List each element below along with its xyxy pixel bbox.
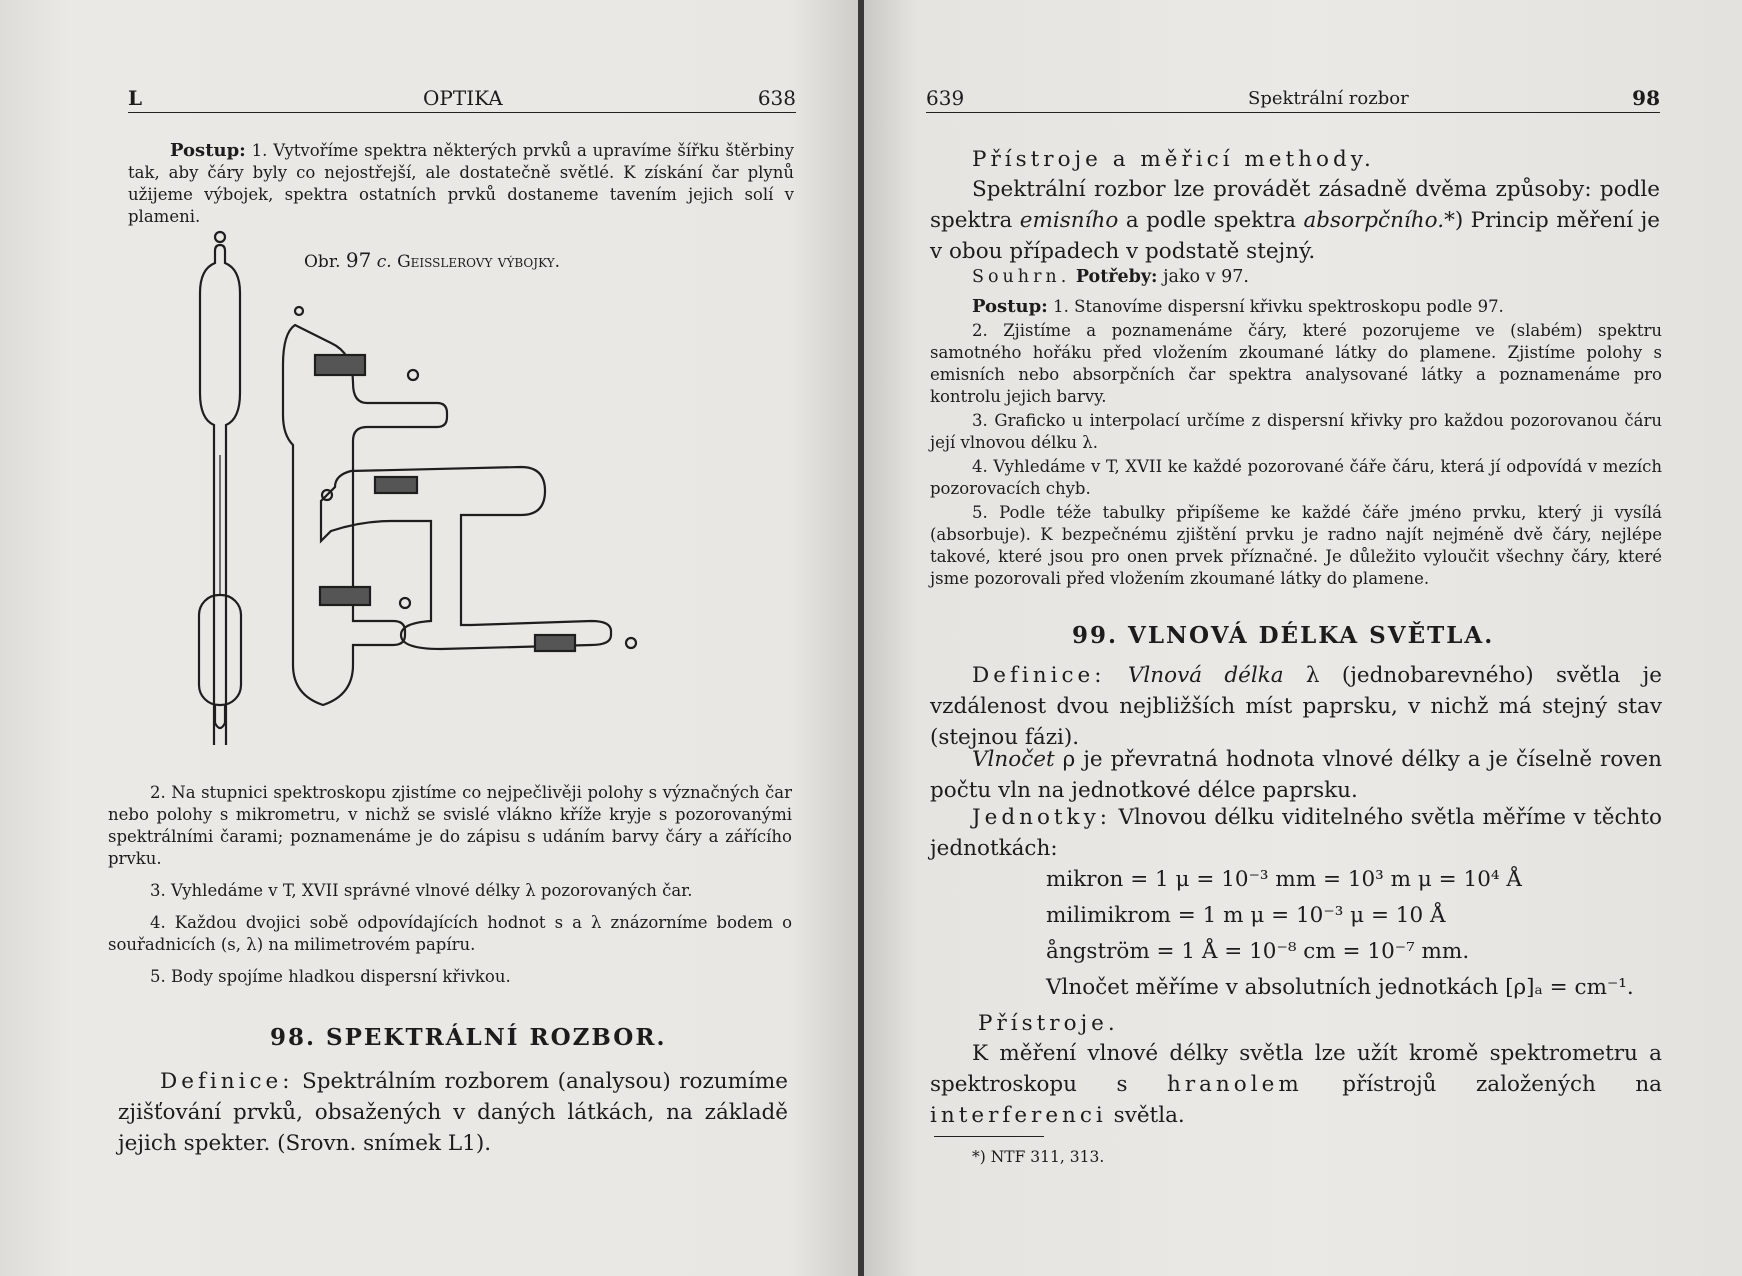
para1-b: a podle spektra [1125,208,1296,233]
definition-98 [118,1066,788,1159]
jednotky-label: Jednotky: [972,805,1111,830]
definition-label: Definice: [160,1069,294,1094]
potreby-text: jako v 97. [1163,267,1249,287]
left-step-3: 3. Vyhledáme v T, XVII správné vlnové délky λ pozorovaných čar. [150,881,693,900]
caption-letter: c. [376,252,392,272]
header-section-number: 98 [1632,86,1660,110]
right-step-1: 1. Stanovíme dispersní křivku spektroskopu podle 97. [1053,297,1504,316]
instruments-heading-text: Přístroje a měřicí methody. [972,147,1375,172]
left-step-2: 2. Na stupnici spektroskopu zjistíme co nejpečlivěji polohy s význačných čar nebo polohy s mikrometru, v nichž se svislé vlákno kříže kryje s pozorovanými spektrálními čarami; poznamenáme je do zápisu s udáním barvy čáry a zářícího prvku. [108,783,792,868]
para1-a: Spektrální rozbor lze provádět zásadně dvěma způsoby: podle spektra [930,177,1660,233]
header-page-number: 638 [757,86,796,110]
pristroje-b: přístrojů založených na [1342,1072,1662,1097]
right-step-5: 5. Podle téže tabulky připíšeme ke každé čáře jméno prvku, který ji vysílá (absorbuje). K bezpečnému zjištění prvku je radno najít nejméně dvě čáry, nejlépe takové, které jsou pro onen prvek příznačné. Je důležito vyloučit všechny čáry, které jsme pozorovali před vložením zkoumané látky do plamene. [930,503,1662,588]
section-98-title: 98. SPEKTRÁLNÍ ROZBOR. [270,1024,667,1051]
pristroje-a: K měření vlnové délky světla lze užít kromě spektrometru a spektroskopu s [930,1041,1662,1097]
methods-paragraph [930,174,1660,267]
right-step-3: 3. Graficko u interpolací určíme z dispersní křivky pro každou pozorovanou čáru její vlnovou délku λ. [930,411,1662,452]
vlnocet-text: ρ je převratná hodnota vlnové délky a je číselně roven počtu vln na jednotkové délce paprsku. [930,747,1662,803]
left-page [0,0,858,1276]
formula-mikron: mikron = 1 μ = 10⁻³ mm = 10³ m μ = 10⁴ Å [1046,867,1522,892]
definice-text: λ (jednobarevného) světla je vzdálenost dvou nejbližších míst paprsku, v nichž má stejný stav (stejnou fázi). [930,663,1662,750]
postup-paragraph [128,140,794,228]
header-page-number: 639 [926,86,965,110]
postup-label: Postup: [170,140,246,161]
pristroje-paragraph [930,1038,1662,1131]
souhrn-label: Souhrn. [972,267,1071,287]
right-postup-1 [972,296,1662,318]
header-title: OPTIKA [423,86,503,110]
jednotky-text: Vlnovou délku viditelného světla měříme v těchto jednotkách: [930,805,1662,861]
caption-prefix: Obr. [304,252,341,272]
formula-angstrom: ångström = 1 Å = 10⁻⁸ cm = 10⁻⁷ mm. [1046,939,1470,964]
caption-title: Geisslerovy výbojky. [397,252,561,272]
pristroje-c: světla. [1113,1103,1185,1128]
footnote-rule [934,1136,1044,1137]
postup-text: 1. Vytvoříme spektra některých prvků a upravíme šířku štěrbiny tak, aby čáry byly co nejostřejší, ale dostatečně světlé. K získání čar plynů užijeme výbojek, spektra ostatních prvků dostaneme tavením jejich solí v plameni. [128,141,794,226]
para1-abs: absorpčního. [1303,208,1445,233]
right-step-4: 4. Vyhledáme v T, XVII ke každé pozorované čáře čáru, která jí odpovídá v mezích pozorovacích chyb. [930,457,1662,498]
header-title: Spektrální rozbor [1248,88,1409,109]
para1-emis: emisního [1019,208,1119,233]
pristroje-hranolem: hranolem [1166,1072,1303,1097]
pristroje-interference: interferenci [930,1103,1107,1128]
figure-caption [304,248,560,272]
vlnocet-term: Vlnočet [972,747,1055,772]
header-letter: L [128,86,143,110]
left-step-5: 5. Body spojíme hladkou dispersní křivkou. [150,967,511,986]
right-step-2: 2. Zjistíme a poznamenáme čáry, které pozorujeme ve (slabém) spektru samotného hořáku před vložením zkoumané látky do plamene. Zjistíme polohy s emisních nebo absorpčních čar spektra analysované látky a poznamenáme pro kontrolu jejich barvy. [930,321,1662,406]
formula-milimikrom: milimikrom = 1 m μ = 10⁻³ μ = 10 Å [1046,903,1446,928]
pristroje-heading [978,1008,1668,1039]
caption-number: 97 [345,248,372,272]
definice-term: Vlnová délka [1127,663,1284,688]
section-99-title: 99. VLNOVÁ DÉLKA SVĚTLA. [1072,622,1495,649]
instruments-heading [972,144,1662,175]
left-page-header [128,86,796,113]
definition-99 [930,660,1662,753]
right-page-header [926,86,1660,113]
potreby-label: Potřeby: [1075,267,1158,287]
geissler-tubes-figure [195,225,715,745]
para1-c: *) Princip měření je v obou případech v podstatě stejný. [930,208,1661,264]
definice-label: Definice: [972,663,1106,688]
postup-label: Postup: [972,296,1048,317]
left-step-4: 4. Každou dvojici sobě odpovídajících hodnot s a λ znázorníme bodem o souřadnicích (s, λ) na milimetrovém papíru. [108,913,792,954]
vlnocet-units: Vlnočet měříme v absolutních jednotkách [ρ]ₐ = cm⁻¹. [1046,975,1634,1000]
right-page [864,0,1742,1276]
souhrn-line [972,266,1662,288]
pristroje-label: Přístroje. [978,1011,1119,1036]
definition-text: Spektrálním rozborem (analysou) rozumíme zjišťování prvků, obsažených v daných látkách, na základě jejich spekter. (Srovn. snímek L1). [118,1069,788,1156]
jednotky-paragraph [930,802,1662,864]
tall-tube-outline [200,245,220,745]
footnote: *) NTF 311, 313. [972,1148,1105,1166]
vlnocet-paragraph [930,744,1662,806]
